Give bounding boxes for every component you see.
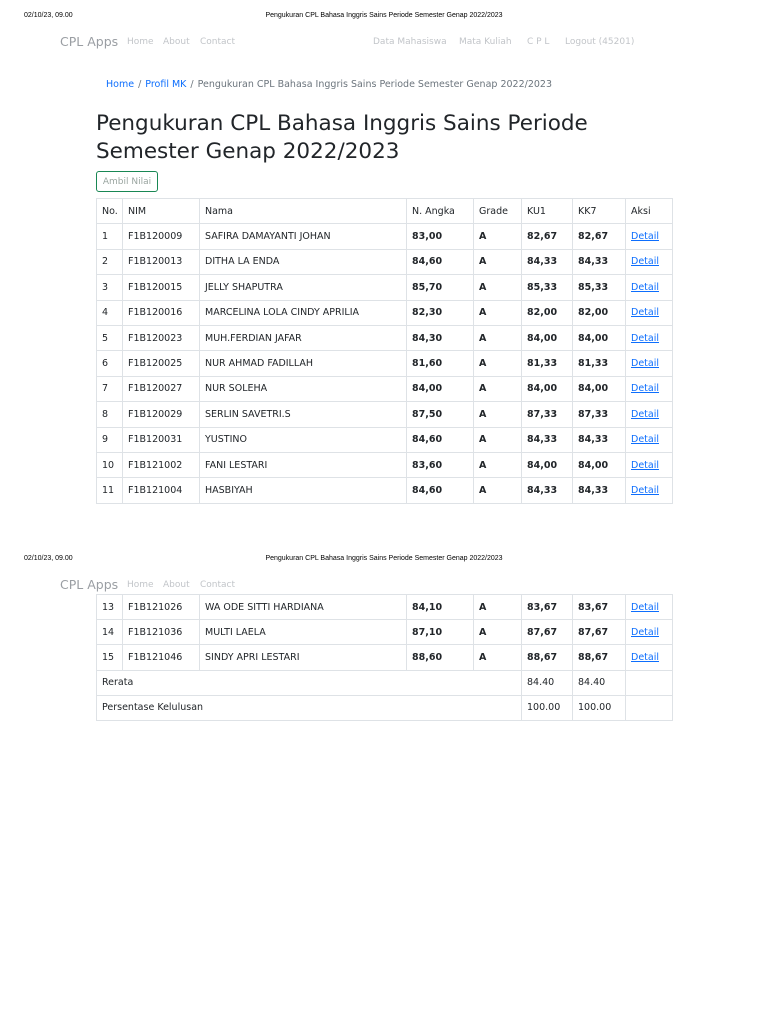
rerata-kk7: 84.40 bbox=[573, 670, 626, 695]
cell-no: 15 bbox=[97, 645, 123, 670]
detail-link[interactable]: Detail bbox=[631, 434, 659, 446]
cell-ku1: 87,67 bbox=[522, 620, 573, 645]
nav-about[interactable]: About bbox=[163, 37, 190, 47]
detail-link[interactable]: Detail bbox=[631, 651, 659, 663]
cell-kk7: 84,33 bbox=[573, 249, 626, 274]
cell-n-angka: 84,10 bbox=[407, 595, 474, 620]
cell-kk7: 84,33 bbox=[573, 478, 626, 503]
cell-aksi bbox=[626, 376, 673, 401]
cell-nim: F1B121004 bbox=[123, 478, 200, 503]
cell-ku1: 83,67 bbox=[522, 595, 573, 620]
cell-n-angka: 84,30 bbox=[407, 325, 474, 350]
rerata-empty bbox=[626, 670, 673, 695]
kelulusan-empty bbox=[626, 695, 673, 720]
cell-grade: A bbox=[474, 402, 522, 427]
cell-kk7: 81,33 bbox=[573, 351, 626, 376]
cell-ku1: 85,33 bbox=[522, 275, 573, 300]
cell-kk7: 82,00 bbox=[573, 300, 626, 325]
print-date: 02/10/23, 09.00 bbox=[24, 555, 73, 562]
cell-nama: DITHA LA ENDA bbox=[200, 249, 407, 274]
table-body bbox=[97, 224, 673, 503]
cell-nim: F1B120013 bbox=[123, 249, 200, 274]
cell-aksi bbox=[626, 351, 673, 376]
cell-kk7: 84,00 bbox=[573, 452, 626, 477]
cell-nim: F1B120015 bbox=[123, 275, 200, 300]
cell-nim: F1B120016 bbox=[123, 300, 200, 325]
kelulusan-label: Persentase Kelulusan bbox=[97, 695, 522, 720]
cell-grade: A bbox=[474, 595, 522, 620]
cell-n-angka: 88,60 bbox=[407, 645, 474, 670]
breadcrumb-profil-mk[interactable]: Profil MK bbox=[145, 79, 187, 90]
cell-nim: F1B120029 bbox=[123, 402, 200, 427]
cell-nim: F1B120027 bbox=[123, 376, 200, 401]
cell-no: 14 bbox=[97, 620, 123, 645]
table-row bbox=[97, 300, 673, 325]
cell-aksi bbox=[626, 300, 673, 325]
cell-grade: A bbox=[474, 427, 522, 452]
table-row bbox=[97, 595, 673, 620]
cell-no: 11 bbox=[97, 478, 123, 503]
cell-nim: F1B121046 bbox=[123, 645, 200, 670]
table-row bbox=[97, 402, 673, 427]
detail-link[interactable]: Detail bbox=[631, 281, 659, 293]
rerata-label: Rerata bbox=[97, 670, 522, 695]
table-row bbox=[97, 452, 673, 477]
header-ku1: KU1 bbox=[522, 199, 573, 224]
cell-no: 6 bbox=[97, 351, 123, 376]
cell-n-angka: 84,60 bbox=[407, 249, 474, 274]
brand-link[interactable]: CPL Apps bbox=[60, 34, 119, 49]
brand-link[interactable]: CPL Apps bbox=[60, 577, 119, 592]
cell-kk7: 85,33 bbox=[573, 275, 626, 300]
cell-grade: A bbox=[474, 645, 522, 670]
cell-n-angka: 87,50 bbox=[407, 402, 474, 427]
table-row bbox=[97, 376, 673, 401]
cell-no: 1 bbox=[97, 224, 123, 249]
detail-link[interactable]: Detail bbox=[631, 408, 659, 420]
nav-logout[interactable]: Logout (45201) bbox=[565, 37, 635, 47]
cell-kk7: 83,67 bbox=[573, 595, 626, 620]
cell-aksi bbox=[626, 402, 673, 427]
table-row bbox=[97, 224, 673, 249]
cell-no: 2 bbox=[97, 249, 123, 274]
kelulusan-ku1: 100.00 bbox=[522, 695, 573, 720]
breadcrumb bbox=[106, 79, 552, 90]
cell-n-angka: 85,70 bbox=[407, 275, 474, 300]
detail-link[interactable]: Detail bbox=[631, 332, 659, 344]
cell-nama: MARCELINA LOLA CINDY APRILIA bbox=[200, 300, 407, 325]
cell-nama: HASBIYAH bbox=[200, 478, 407, 503]
table-row bbox=[97, 478, 673, 503]
cell-nama: WA ODE SITTI HARDIANA bbox=[200, 595, 407, 620]
cell-kk7: 87,33 bbox=[573, 402, 626, 427]
print-title: Pengukuran CPL Bahasa Inggris Sains Periode Semester Genap 2022/2023 bbox=[265, 555, 503, 562]
detail-link[interactable]: Detail bbox=[631, 307, 659, 319]
header-no: No. bbox=[97, 199, 123, 224]
cell-nama: JELLY SHAPUTRA bbox=[200, 275, 407, 300]
header-grade: Grade bbox=[474, 199, 522, 224]
cell-nama: SINDY APRI LESTARI bbox=[200, 645, 407, 670]
cell-no: 10 bbox=[97, 452, 123, 477]
kelulusan-row bbox=[97, 695, 673, 720]
cell-no: 4 bbox=[97, 300, 123, 325]
nav-data-mahasiswa[interactable]: Data Mahasiswa bbox=[373, 37, 447, 47]
cell-n-angka: 83,60 bbox=[407, 452, 474, 477]
cell-nim: F1B120023 bbox=[123, 325, 200, 350]
cell-grade: A bbox=[474, 620, 522, 645]
cell-nim: F1B120025 bbox=[123, 351, 200, 376]
cell-ku1: 84,33 bbox=[522, 249, 573, 274]
nav-about[interactable]: About bbox=[163, 580, 190, 590]
table-row bbox=[97, 325, 673, 350]
cell-nim: F1B121036 bbox=[123, 620, 200, 645]
breadcrumb-home[interactable]: Home bbox=[106, 79, 135, 90]
cell-n-angka: 87,10 bbox=[407, 620, 474, 645]
detail-link[interactable]: Detail bbox=[631, 484, 659, 496]
table-header-row bbox=[97, 199, 673, 224]
print-header bbox=[0, 12, 768, 26]
cell-nim: F1B120009 bbox=[123, 224, 200, 249]
cell-grade: A bbox=[474, 224, 522, 249]
detail-link[interactable]: Detail bbox=[631, 601, 659, 613]
cell-nama: FANI LESTARI bbox=[200, 452, 407, 477]
cell-kk7: 84,00 bbox=[573, 325, 626, 350]
print-date: 02/10/23, 09.00 bbox=[24, 12, 73, 19]
cell-aksi bbox=[626, 595, 673, 620]
cell-nama: MULTI LAELA bbox=[200, 620, 407, 645]
cell-nama: SERLIN SAVETRI.S bbox=[200, 402, 407, 427]
results-table-continued bbox=[96, 594, 673, 721]
cell-no: 9 bbox=[97, 427, 123, 452]
header-nim: NIM bbox=[123, 199, 200, 224]
cell-grade: A bbox=[474, 325, 522, 350]
cell-grade: A bbox=[474, 478, 522, 503]
cell-nama: NUR AHMAD FADILLAH bbox=[200, 351, 407, 376]
cell-no: 7 bbox=[97, 376, 123, 401]
cell-n-angka: 82,30 bbox=[407, 300, 474, 325]
nav-home[interactable]: Home bbox=[127, 580, 154, 590]
nav-home[interactable]: Home bbox=[127, 37, 154, 47]
rerata-ku1: 84.40 bbox=[522, 670, 573, 695]
cell-aksi bbox=[626, 249, 673, 274]
detail-link[interactable]: Detail bbox=[631, 231, 659, 243]
cell-n-angka: 84,60 bbox=[407, 478, 474, 503]
breadcrumb-separator: / bbox=[190, 79, 194, 90]
ambil-nilai-button[interactable]: Ambil Nilai bbox=[96, 171, 158, 192]
cell-no: 8 bbox=[97, 402, 123, 427]
cell-nama: SAFIRA DAMAYANTI JOHAN bbox=[200, 224, 407, 249]
cell-aksi bbox=[626, 427, 673, 452]
page-title: Pengukuran CPL Bahasa Inggris Sains Periode Semester Genap 2022/2023 bbox=[96, 111, 588, 164]
header-aksi: Aksi bbox=[626, 199, 673, 224]
cell-grade: A bbox=[474, 249, 522, 274]
cell-ku1: 87,33 bbox=[522, 402, 573, 427]
cell-ku1: 84,00 bbox=[522, 452, 573, 477]
cell-aksi bbox=[626, 478, 673, 503]
table-row bbox=[97, 427, 673, 452]
cell-grade: A bbox=[474, 376, 522, 401]
breadcrumb-separator: / bbox=[138, 79, 142, 90]
header-n-angka: N. Angka bbox=[407, 199, 474, 224]
cell-kk7: 82,67 bbox=[573, 224, 626, 249]
cell-ku1: 82,00 bbox=[522, 300, 573, 325]
cell-ku1: 84,00 bbox=[522, 376, 573, 401]
detail-link[interactable]: Detail bbox=[631, 358, 659, 370]
cell-aksi bbox=[626, 452, 673, 477]
nav-mata-kuliah[interactable]: Mata Kuliah bbox=[459, 37, 512, 47]
cell-nim: F1B120031 bbox=[123, 427, 200, 452]
print-header bbox=[0, 555, 768, 569]
cell-aksi bbox=[626, 325, 673, 350]
cell-aksi bbox=[626, 224, 673, 249]
cell-ku1: 81,33 bbox=[522, 351, 573, 376]
breadcrumb-current: Pengukuran CPL Bahasa Inggris Sains Periode Semester Genap 2022/2023 bbox=[197, 79, 552, 90]
cell-n-angka: 84,00 bbox=[407, 376, 474, 401]
cell-aksi bbox=[626, 620, 673, 645]
cell-no: 13 bbox=[97, 595, 123, 620]
cell-n-angka: 84,60 bbox=[407, 427, 474, 452]
nav-contact[interactable]: Contact bbox=[200, 580, 236, 590]
print-title: Pengukuran CPL Bahasa Inggris Sains Periode Semester Genap 2022/2023 bbox=[265, 12, 503, 19]
table-row bbox=[97, 275, 673, 300]
nav-cpl[interactable]: C P L bbox=[527, 37, 550, 47]
table-row bbox=[97, 645, 673, 670]
detail-link[interactable]: Detail bbox=[631, 459, 659, 471]
cell-nama: YUSTINO bbox=[200, 427, 407, 452]
cell-nama: NUR SOLEHA bbox=[200, 376, 407, 401]
header-kk7: KK7 bbox=[573, 199, 626, 224]
nav-contact[interactable]: Contact bbox=[200, 37, 236, 47]
detail-link[interactable]: Detail bbox=[631, 256, 659, 268]
cell-kk7: 84,33 bbox=[573, 427, 626, 452]
cell-nama: MUH.FERDIAN JAFAR bbox=[200, 325, 407, 350]
header-nama: Nama bbox=[200, 199, 407, 224]
cell-grade: A bbox=[474, 452, 522, 477]
detail-link[interactable]: Detail bbox=[631, 383, 659, 395]
table-body bbox=[97, 595, 673, 671]
cell-ku1: 84,33 bbox=[522, 478, 573, 503]
cell-no: 3 bbox=[97, 275, 123, 300]
cell-grade: A bbox=[474, 275, 522, 300]
cell-no: 5 bbox=[97, 325, 123, 350]
cell-kk7: 87,67 bbox=[573, 620, 626, 645]
cell-grade: A bbox=[474, 300, 522, 325]
cell-grade: A bbox=[474, 351, 522, 376]
cell-ku1: 84,33 bbox=[522, 427, 573, 452]
navbar bbox=[60, 36, 700, 56]
results-table bbox=[96, 198, 673, 504]
cell-aksi bbox=[626, 645, 673, 670]
cell-aksi bbox=[626, 275, 673, 300]
cell-nim: F1B121026 bbox=[123, 595, 200, 620]
table-row bbox=[97, 620, 673, 645]
cell-ku1: 84,00 bbox=[522, 325, 573, 350]
table-row bbox=[97, 351, 673, 376]
cell-ku1: 82,67 bbox=[522, 224, 573, 249]
rerata-row bbox=[97, 670, 673, 695]
detail-link[interactable]: Detail bbox=[631, 626, 659, 638]
cell-ku1: 88,67 bbox=[522, 645, 573, 670]
cell-kk7: 84,00 bbox=[573, 376, 626, 401]
kelulusan-kk7: 100.00 bbox=[573, 695, 626, 720]
cell-kk7: 88,67 bbox=[573, 645, 626, 670]
cell-nim: F1B121002 bbox=[123, 452, 200, 477]
cell-n-angka: 83,00 bbox=[407, 224, 474, 249]
table-row bbox=[97, 249, 673, 274]
cell-n-angka: 81,60 bbox=[407, 351, 474, 376]
